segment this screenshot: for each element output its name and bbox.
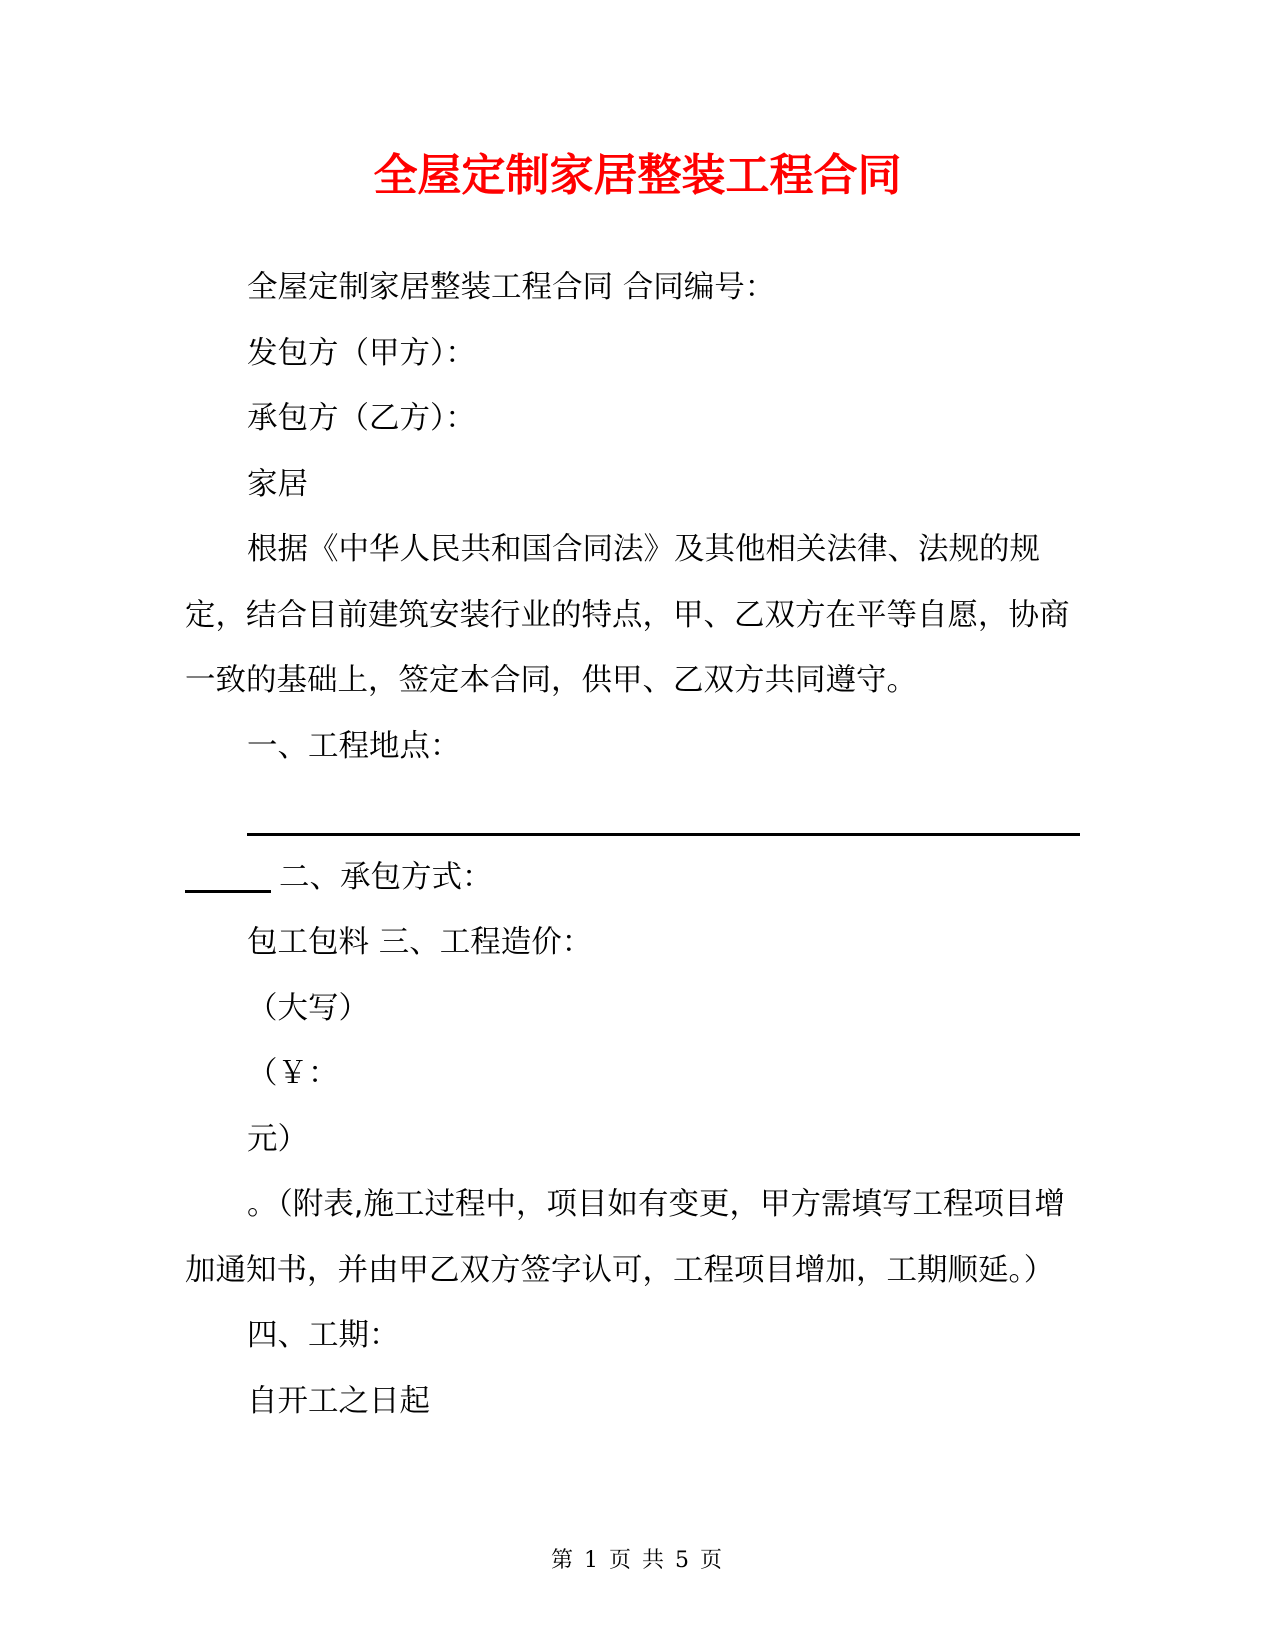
- document-title: 全屋定制家居整装工程合同: [373, 150, 902, 201]
- section-2-heading: 二、承包方式：: [279, 859, 493, 895]
- document-body: [185, 255, 1090, 1434]
- party-a-line: 发包方（甲方）：: [247, 335, 476, 371]
- section-1-heading: 一、工程地点：: [247, 728, 461, 764]
- preamble-paragraph: 根据《中华人民共和国合同法》及其他相关法律、法规的规定，结合目前建筑安装行业的特点，甲、乙双方在平等自愿，协商一致的基础上，签定本合同，供甲、乙双方共同遵守。: [185, 532, 1070, 698]
- contract-number-line: 全屋定制家居整装工程合同 合同编号：: [247, 270, 776, 305]
- change-note-paragraph: 。（附表,施工过程中，项目如有变更，甲方需填写工程项目增加通知书，并由甲乙双方签字认可，工程项目增加，工期顺延。）: [185, 1187, 1065, 1288]
- home-line: 家居: [247, 466, 308, 502]
- fill-in-underline: [247, 833, 1080, 836]
- location-fill-line: [185, 779, 1090, 845]
- amount-yuan-line: 元）: [247, 1121, 308, 1157]
- duration-start-line: 自开工之日起: [247, 1383, 430, 1419]
- page-footer: 第 1 页 共 5 页: [551, 1548, 724, 1573]
- fill-in-blank: [185, 860, 271, 893]
- amount-yuan-symbol-line: （￥：: [247, 1056, 339, 1091]
- section-2-line: [185, 845, 1090, 911]
- party-b-line: 承包方（乙方）：: [247, 401, 476, 436]
- section-3-line: 包工包料 三、工程造价：: [247, 925, 593, 960]
- amount-uppercase-line: （大写）: [247, 990, 369, 1026]
- section-4-heading: 四、工期：: [247, 1318, 400, 1353]
